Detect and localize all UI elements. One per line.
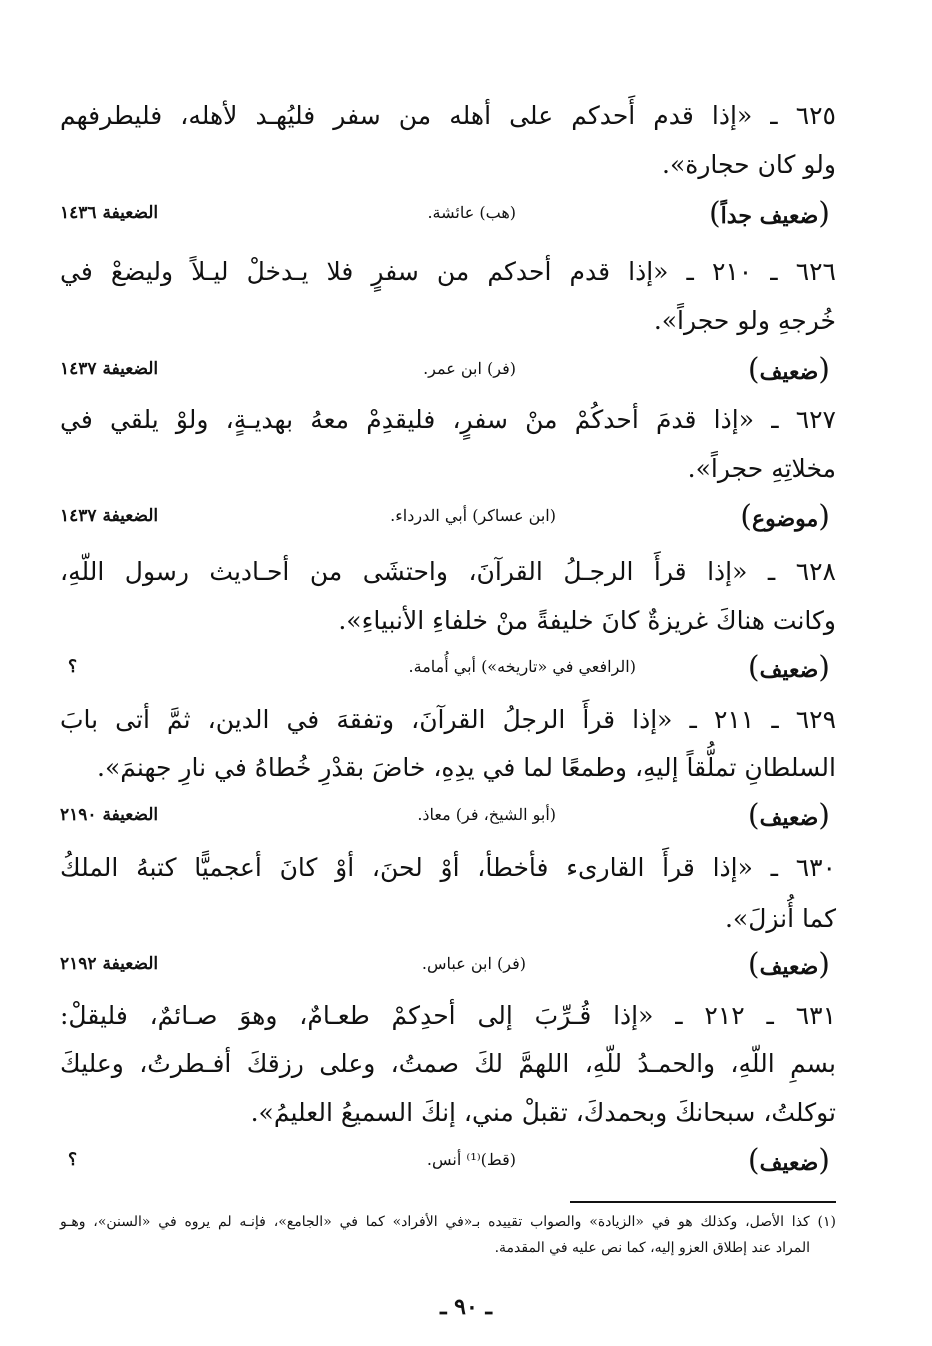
reference-label: الضعيفة ١٤٣٧ [60, 506, 159, 526]
footnote-line-1: (١) كذا الأصل، وكذلك هو في «الزيادة» والصواب تقييده بـ«في الأفراد» كما في «الجامع»، فإنـه لم يروه في «السنن»، وهـو [60, 1214, 836, 1230]
source-label: (فر) ابن عباس. [421, 954, 526, 973]
hadith-629-line-1: ٦٢٩ ـ ٢١١ ـ «إذا قرأَ الرجلُ القرآنَ، وتفقهَ في الدين، ثمَّ أتى بابَ [60, 705, 837, 734]
hadith-627-line-2: مخلاتِهِ حجراً». [687, 454, 836, 483]
source-label: (قط)⁽¹⁾ أنس. [426, 1150, 516, 1169]
footnote-divider [570, 1201, 836, 1203]
grade-label: ( ضعيف جداً ) [709, 194, 836, 236]
grade-label: ( ضعيف ) [748, 1141, 836, 1183]
hadith-630-meta [60, 945, 836, 985]
hadith-627-line-1: ٦٢٧ ـ «إذا قدمَ أحدكُمْ منْ سفرٍ، فليقدِمْ معهُ بهديـةٍ، ولوْ يلقي في [60, 405, 836, 434]
hadith-626-meta [60, 350, 836, 390]
hadith-625-line-2: ولو كان حجارة». [662, 150, 836, 179]
reference-label: الضعيفة ٢١٩٢ [60, 954, 159, 974]
hadith-626-line-1: ٦٢٦ ـ ٢١٠ ـ «إذا قدم أحدكم من سفرٍ فلا يـدخلْ ليـلاً وليضعْ في [60, 257, 836, 286]
hadith-631-meta [60, 1141, 836, 1181]
grade-label: ( ضعيف ) [748, 945, 836, 987]
source-label: (أبو الشيخ، فر) معاذ. [417, 805, 556, 824]
hadith-625-line-1: ٦٢٥ ـ «إذا قدم أَحدكم على أهله من سفر فليُهـد لأهله، فليطرفهم [60, 101, 836, 130]
hadith-631-line-1: ٦٣١ ـ ٢١٢ ـ «إذا قُـرِّبَ إلى أحدِكمْ طعـامٌ، وهوَ صـائمٌ، فليقلْ: [60, 1001, 837, 1030]
hadith-628-line-2: وكانت هناكَ غريزةٌ كانَ خليفةً منْ خلفاءِ الأنبياءِ». [338, 606, 836, 635]
hadith-627-meta [60, 497, 836, 537]
reference-label: الضعيفة ٢١٩٠ [60, 805, 159, 825]
source-label: (فر) ابن عمر. [423, 359, 516, 378]
hadith-630-line-2: كما أُنزلَ». [724, 904, 836, 933]
hadith-631-line-2: بسمِ اللّهِ، والحمـدُ للّهِ، اللهمَّ لكَ صمتُ، وعلى رزقكَ أفـطرتُ، وعليكَ [60, 1049, 836, 1078]
source-label: (الرافعي في «تاريخه») أبي أُمامة. [408, 657, 636, 676]
hadith-630-line-1: ٦٣٠ ـ «إذا قرأَ القارىء فأخطأ، أوْ لحنَ، أوْ كانَ أعجميًّا كتبهُ الملكُ [60, 853, 836, 882]
grade-label: ( ضعيف ) [748, 350, 836, 392]
source-label: (هب) عائشة. [427, 203, 516, 222]
reference-label: الضعيفة ١٤٣٧ [60, 359, 159, 379]
hadith-631-line-3: توكلتُ، سبحانكَ وبحمدكَ، تقبلْ مني، إنكَ السميعُ العليمُ». [250, 1098, 836, 1127]
hadith-626-line-2: خُرجهِ ولو حجراً». [653, 306, 836, 335]
hadith-625-meta [60, 194, 836, 234]
grade-label: ( ضعيف ) [748, 796, 836, 838]
grade-label: ( موضوع ) [740, 497, 836, 539]
hadith-628-meta [60, 648, 836, 688]
hadith-629-meta [60, 796, 836, 836]
hadith-629-line-2: السلطانِ تملُّقاً إليهِ، وطمعًا لما في يدِهِ، خاضَ بقدْرِ خُطاهُ في نارِ جهنمَ». [97, 753, 836, 782]
source-label: (ابن عساكر) أبي الدرداء. [390, 506, 556, 525]
page-number: ـ ٩٠ ـ [440, 1294, 492, 1320]
grade-label: ( ضعيف ) [748, 648, 836, 690]
footnote-line-2: المراد عند إطلاق العزو إليه، كما نص عليه في المقدمة. [494, 1240, 810, 1256]
reference-label: ؟ [68, 657, 78, 677]
reference-label: الضعيفة ١٤٣٦ [60, 203, 159, 223]
hadith-628-line-1: ٦٢٨ ـ «إذا قرأَ الرجـلُ القرآنَ، واحتشَى من أحـاديث رسول اللّهِ، [60, 557, 836, 586]
reference-label: ؟ [68, 1150, 78, 1170]
